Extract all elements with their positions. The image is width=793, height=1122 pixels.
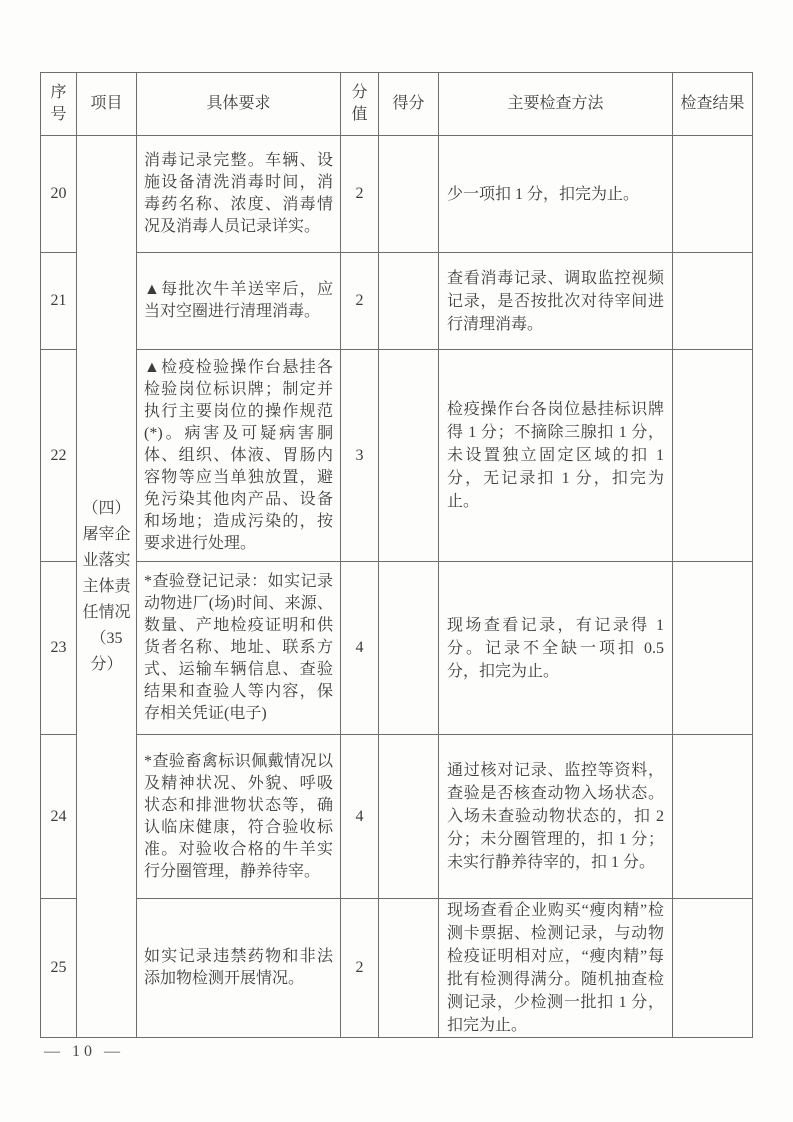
score-cell	[379, 136, 439, 253]
inspection-method-cell: 现场查看企业购买“瘦肉精”检测卡票据、检测记录，与动物检疫证明相对应，“瘦肉精”每批有检测得满分。随机抽查检测记录，少检测一批扣 1 分，扣完为止。	[439, 899, 673, 1038]
inspection-result-cell	[673, 735, 753, 899]
table-row	[41, 899, 753, 1038]
inspection-result-cell	[673, 253, 753, 350]
table-row	[41, 253, 753, 350]
row-number-cell: 23	[41, 562, 77, 735]
requirement-cell: ▲每批次牛羊送宰后，应当对空圈进行清理消毒。	[137, 253, 341, 350]
table-row	[41, 136, 753, 253]
score-value-cell: 2	[341, 136, 379, 253]
column-header-4: 得分	[379, 73, 439, 136]
score-value-cell: 3	[341, 350, 379, 562]
row-number-cell: 22	[41, 350, 77, 562]
score-cell	[379, 899, 439, 1038]
score-value-cell: 2	[341, 253, 379, 350]
inspection-checklist-table	[40, 72, 753, 1038]
inspection-result-cell	[673, 350, 753, 562]
row-number-cell: 20	[41, 136, 77, 253]
requirement-cell: 消毒记录完整。车辆、设施设备清洗消毒时间，消毒药名称、浓度、消毒情况及消毒人员记录详实。	[137, 136, 341, 253]
column-header-6: 检查结果	[673, 73, 753, 136]
column-header-2: 具体要求	[137, 73, 341, 136]
row-number-cell: 25	[41, 899, 77, 1038]
score-value-cell: 4	[341, 562, 379, 735]
score-cell	[379, 253, 439, 350]
score-value-cell: 2	[341, 899, 379, 1038]
score-value-cell: 4	[341, 735, 379, 899]
table-row	[41, 735, 753, 899]
score-cell	[379, 350, 439, 562]
column-header-1: 项目	[77, 73, 137, 136]
table-row	[41, 350, 753, 562]
inspection-result-cell	[673, 562, 753, 735]
inspection-method-cell: 通过核对记录、监控等资料，查验是否核查动物入场状态。入场未查验动物状态的，扣 2 分；未分圈管理的，扣 1 分；未实行静养待宰的，扣 1 分。	[439, 735, 673, 899]
inspection-method-cell: 检疫操作台各岗位悬挂标识牌得 1 分；不摘除三腺扣 1 分，未设置独立固定区域的扣 1 分，无记录扣 1 分，扣完为止。	[439, 350, 673, 562]
inspection-method-cell: 查看消毒记录、调取监控视频记录，是否按批次对待宰间进行清理消毒。	[439, 253, 673, 350]
row-number-cell: 21	[41, 253, 77, 350]
inspection-result-cell	[673, 899, 753, 1038]
score-cell	[379, 562, 439, 735]
requirement-cell: 如实记录违禁药物和非法添加物检测开展情况。	[137, 899, 341, 1038]
inspection-method-cell: 现场查看记录，有记录得 1 分。记录不全缺一项扣 0.5 分，扣完为止。	[439, 562, 673, 735]
category-cell: （四）屠宰企业落实主体责任情况（35分）	[77, 136, 137, 1038]
footer-page-number: — 10 —	[44, 1043, 124, 1060]
column-header-3: 分值	[341, 73, 379, 136]
column-header-5: 主要检查方法	[439, 73, 673, 136]
inspection-result-cell	[673, 136, 753, 253]
requirement-cell: *查验畜禽标识佩戴情况以及精神状况、外貌、呼吸状态和排泄物状态等，确认临床健康，符合验收标准。对验收合格的牛羊实行分圈管理，静养待宰。	[137, 735, 341, 899]
column-header-0: 序号	[41, 73, 77, 136]
score-cell	[379, 735, 439, 899]
requirement-cell: ▲检疫检验操作台悬挂各检验岗位标识牌；制定并执行主要岗位的操作规范(*)。病害及可疑病害胴体、组织、体液、胃肠内容物等应当单独放置，避免污染其他肉产品、设备和场地；造成污染的，按要求进行处理。	[137, 350, 341, 562]
inspection-method-cell: 少一项扣 1 分，扣完为止。	[439, 136, 673, 253]
table-header-row	[41, 73, 753, 136]
requirement-cell: *查验登记记录：如实记录动物进厂(场)时间、来源、数量、产地检疫证明和供货者名称、地址、联系方式、运输车辆信息、查验结果和查验人等内容，保存相关凭证(电子)	[137, 562, 341, 735]
row-number-cell: 24	[41, 735, 77, 899]
table-row	[41, 562, 753, 735]
